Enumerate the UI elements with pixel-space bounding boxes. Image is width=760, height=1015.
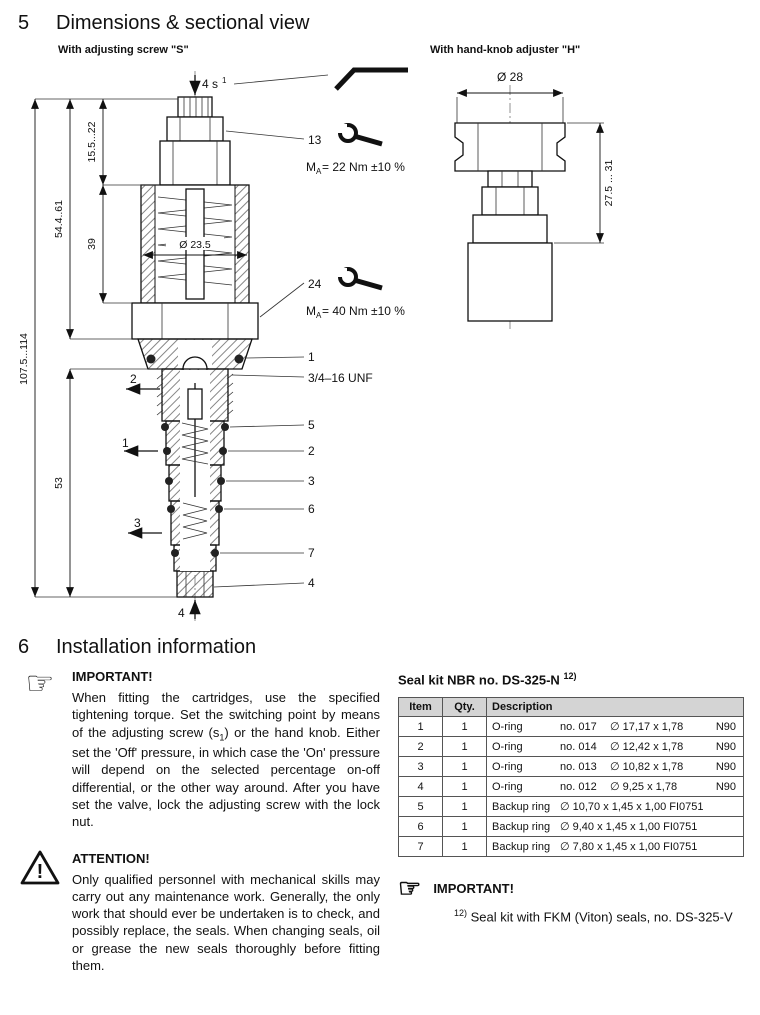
- attention-note-body: [72, 849, 380, 975]
- warning-exclamation: !: [36, 860, 44, 883]
- pointing-hand-icon: ☞: [398, 873, 422, 904]
- header-qty: Qty.: [443, 698, 487, 717]
- allen-key-icon: [336, 70, 408, 89]
- section5-heading: [0, 0, 760, 35]
- port-arrows: [122, 372, 162, 533]
- desc-no: no. 014: [560, 741, 597, 754]
- section6-heading: [0, 632, 760, 659]
- desc-cell: [487, 737, 744, 757]
- item4-label: 4: [308, 576, 315, 590]
- table-row: [399, 717, 744, 737]
- table-row: [399, 737, 744, 757]
- torque24-m: M: [306, 304, 316, 318]
- technical-drawings: [10, 39, 750, 627]
- desc-type: O-ring: [492, 781, 523, 794]
- hex-nut: [132, 303, 258, 339]
- qty-cell: 1: [443, 817, 487, 837]
- item7-label: 7: [308, 546, 315, 560]
- dim-body: 39: [86, 238, 98, 250]
- wrench-icon: [336, 268, 382, 288]
- important-title: IMPORTANT!: [72, 669, 153, 684]
- desc-no: no. 017: [560, 721, 597, 734]
- important-text: When fitting the cartridges, use the specified tightening torque. Set the switching point by means of the adjusting screw $(s_1)$ or the hand knob. Either set the 'Off' pressure, in which case the 'On' pressure will depend on the selected percentage on-off differential, or the other way around. After you have set the valve, lock the adjusting screw with the lock nut.: [72, 690, 380, 830]
- item13-label: 13: [308, 133, 322, 147]
- item6-label: 6: [308, 502, 315, 516]
- desc-material: N90: [715, 761, 736, 774]
- qty-cell: 1: [443, 777, 487, 797]
- footnote-header: [398, 873, 744, 904]
- qty-cell: 1: [443, 757, 487, 777]
- desc-cell: [487, 837, 744, 857]
- footnote-text: $^{12)}$ Seal kit with FKM (Viton) seals, no. DS-325-V: [454, 908, 733, 925]
- seal-kit-table: [398, 697, 744, 857]
- item-cell: 5: [399, 797, 443, 817]
- table-row: [399, 757, 744, 777]
- torque13-sub: A: [316, 167, 322, 176]
- section6-number: 6: [18, 636, 30, 658]
- desc-cell: [487, 757, 744, 777]
- dim-upper: 54.4..61: [53, 200, 65, 238]
- port1-label: 1: [122, 436, 129, 450]
- torque13-m: M: [306, 160, 316, 174]
- notes-column: [18, 667, 380, 992]
- desc-type: Backup ring: [492, 841, 551, 854]
- qty-cell: 1: [443, 737, 487, 757]
- desc-cell: [487, 717, 744, 737]
- footnote-important-title: IMPORTANT!: [433, 880, 514, 896]
- port2-label: 2: [130, 372, 137, 386]
- caption-hand-knob: With hand-knob adjuster "H": [430, 44, 581, 56]
- item-cell: 4: [399, 777, 443, 797]
- qty-cell: 1: [443, 837, 487, 857]
- attention-title: ATTENTION!: [72, 850, 150, 866]
- thread-label: 3/4–16 UNF: [308, 371, 373, 385]
- adjusting-screw-stack: [160, 97, 230, 185]
- section6-title: Installation information: [56, 636, 257, 658]
- port4-label: 4: [178, 606, 185, 620]
- item2-label: 2: [308, 444, 315, 458]
- item-cell: 6: [399, 817, 443, 837]
- allen-key-sup: 1: [222, 76, 227, 85]
- dim-total: 107.5...114: [18, 333, 30, 385]
- desc-size: ∅ 7,80 x 1,45 x 1,00 FI0751: [560, 841, 698, 854]
- table-header-row: [399, 698, 744, 717]
- desc-size: ∅ 9,40 x 1,45 x 1,00 FI0751: [560, 821, 698, 834]
- body-diameter-label: Ø 23.5: [179, 239, 211, 251]
- section5-title: Dimensions & sectional view: [56, 12, 310, 34]
- item1-label: 1: [308, 350, 315, 364]
- desc-type: Backup ring: [492, 821, 551, 834]
- item-cell: 2: [399, 737, 443, 757]
- seal-kit-column: [398, 667, 744, 992]
- torque24-value: = 40 Nm ±10 %: [322, 304, 405, 318]
- knob-height-label: 27.5 ... 31: [603, 159, 615, 207]
- dim-adjust: 15.5...22: [86, 121, 98, 163]
- desc-size: ∅ 10,70 x 1,45 x 1,00 FI0751: [560, 801, 704, 814]
- hand-knob-body: [455, 123, 565, 321]
- caption-adjusting-screw: With adjusting screw "S": [58, 44, 189, 56]
- hand-knob-view: [455, 70, 615, 331]
- desc-type: Backup ring: [492, 801, 551, 814]
- footnote-ref: 12): [454, 908, 468, 919]
- wrench-icon: [336, 124, 382, 144]
- item-cell: 3: [399, 757, 443, 777]
- pointing-hand-icon: ☞: [25, 665, 55, 701]
- desc-type: O-ring: [492, 741, 523, 754]
- desc-material: N90: [715, 741, 736, 754]
- allen-key-label: 4 s: [202, 77, 219, 91]
- installation-section: [0, 667, 760, 992]
- attention-note: [18, 849, 380, 975]
- table-row: [399, 817, 744, 837]
- desc-type: O-ring: [492, 761, 523, 774]
- desc-size: ∅ 17,17 x 1,78: [610, 721, 684, 734]
- header-item: Item: [399, 698, 443, 717]
- seal-kit-footnote: [398, 875, 744, 924]
- desc-type: O-ring: [492, 721, 523, 734]
- warning-triangle-icon: [18, 849, 62, 975]
- table-row: [399, 837, 744, 857]
- desc-cell: [487, 817, 744, 837]
- drawings-area: [10, 39, 760, 632]
- seal-kit-title: Seal kit NBR no. DS-325-N $^{12)}$: [398, 671, 577, 688]
- torque13-value: = 22 Nm ±10 %: [322, 160, 405, 174]
- desc-no: no. 012: [560, 781, 597, 794]
- section5-number: 5: [18, 12, 30, 34]
- table-row: [399, 797, 744, 817]
- seal-kit-title-footref: 12): [563, 671, 577, 681]
- dim-lower: 53: [53, 477, 65, 489]
- desc-cell: [487, 777, 744, 797]
- qty-cell: 1: [443, 717, 487, 737]
- table-row: [399, 777, 744, 797]
- important-note-body: [72, 667, 380, 831]
- desc-no: no. 013: [560, 761, 597, 774]
- desc-material: N90: [715, 721, 736, 734]
- item24-label: 24: [308, 277, 322, 291]
- torque24-sub: A: [316, 311, 322, 320]
- item5-label: 5: [308, 418, 315, 432]
- important-note: [18, 667, 380, 831]
- item3-label: 3: [308, 474, 315, 488]
- knob-diameter-label: Ø 28: [496, 70, 524, 84]
- item-cell: 7: [399, 837, 443, 857]
- desc-size: ∅ 12,42 x 1,78: [610, 741, 684, 754]
- qty-cell: 1: [443, 797, 487, 817]
- desc-material: N90: [715, 781, 736, 794]
- item-cell: 1: [399, 717, 443, 737]
- desc-cell: [487, 797, 744, 817]
- desc-size: ∅ 9,25 x 1,78: [610, 781, 678, 794]
- s1-subscript: 1: [219, 732, 225, 743]
- port3-label: 3: [134, 516, 141, 530]
- header-description: Description: [487, 698, 744, 717]
- desc-size: ∅ 10,82 x 1,78: [610, 761, 684, 774]
- attention-text: Only qualified personnel with mechanical skills may carry out any maintenance work. Generally, the only work that should ever be undertaken is to check, and possibly replace, the seals. When changing seals, oil or grease the new seals thoroughly before fitting them.: [72, 871, 380, 973]
- valve-sectional-view: [18, 70, 408, 621]
